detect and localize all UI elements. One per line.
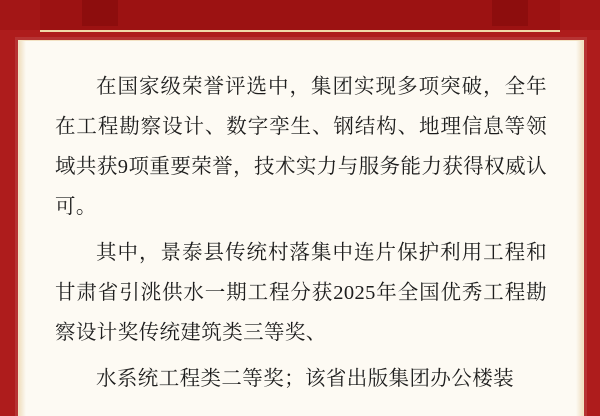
top-banner xyxy=(0,0,600,30)
paper-card xyxy=(18,40,584,416)
paragraph: 其中，景泰县传统村落集中连片保护利用工程和甘肃省引洮供水一期工程分获2025年全国优秀工程勘察设计奖传统建筑类三等奖、 xyxy=(55,242,547,344)
top-banner-inner xyxy=(40,0,560,32)
banner-decoration-right xyxy=(492,0,528,26)
article-body xyxy=(55,67,547,416)
paper-edge-right xyxy=(576,41,583,416)
paragraph: 水系统工程类二等奖；该省出版集团办公楼装 xyxy=(96,368,514,390)
banner-decoration-left xyxy=(82,0,118,26)
paragraph: 在国家级荣誉评选中，集团实现多项突破，全年在工程勘察设计、数字孪生、钢结构、地理信息等领域共获9项重要荣誉，技术实力与服务能力获得权威认可。 xyxy=(55,76,547,218)
paper-edge-left xyxy=(19,41,26,416)
